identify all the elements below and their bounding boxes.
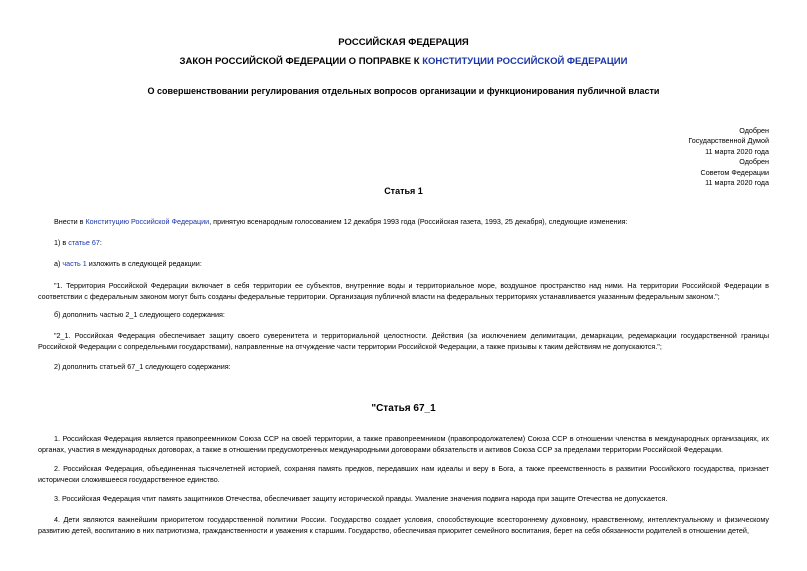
article-67-1-para-2: 2. Российская Федерация, объединенная тысячелетней историей, сохраняя память предков, передавших нам идеалы и веру в Бога, а также преемственность в развитии Российского государства, признает исторически сложившееся государственное единство. xyxy=(38,464,769,484)
article-67-1-para-4: 4. Дети являются важнейшим приоритетом государственной политики России. Государство создает условия, способствующие всестороннему духовному, нравственному, интеллектуальному и физическому развитию детей, воспитанию в них патриотизма, гражданственности и уважения к старшим. Государство, обеспечивая приоритет семейного воспитания, берет на себя обязанности родителей в отношении детей, xyxy=(38,515,769,535)
law-title-prefix: ЗАКОН РОССИЙСКОЙ ФЕДЕРАЦИИ О ПОПРАВКЕ К xyxy=(179,56,423,67)
constitution-link[interactable]: КОНСТИТУЦИИ РОССИЙСКОЙ ФЕДЕРАЦИИ xyxy=(422,56,628,67)
article-1-intro xyxy=(38,217,769,228)
article-67-1-heading: "Статья 67_1 xyxy=(371,403,436,414)
law-subject: О совершенствовании регулирования отдельных вопросов организации и функционирования публичной власти xyxy=(147,86,660,96)
item-a-text-end: изложить в следующей редакции: xyxy=(86,259,202,268)
approval-line: 11 марта 2020 года xyxy=(705,146,769,156)
item-b: б) дополнить частью 2_1 следующего содержания: xyxy=(54,310,225,319)
item-1-colon: : xyxy=(99,238,102,247)
approval-line: 11 марта 2020 года xyxy=(705,178,769,188)
item-a xyxy=(38,259,769,270)
approval-line: Одобрен xyxy=(739,126,769,135)
part-1-link[interactable]: часть 1 xyxy=(62,259,87,268)
intro-text-end: , принятую всенародным голосованием 12 декабря 1993 года (Российская газета, 1993, 25 декабря), следующие изменения: xyxy=(209,217,628,226)
item-2: 2) дополнить статьей 67_1 следующего содержания: xyxy=(54,362,231,371)
approval-line: Одобрен xyxy=(739,157,769,167)
country-heading: РОССИЙСКАЯ ФЕДЕРАЦИЯ xyxy=(338,37,469,48)
quote-part-1: "1. Территория Российской Федерации включает в себя территории ее субъектов, внутренние воды и территориальное море, воздушное пространство над ними. На территории Российской Федерации в соответствии с федеральным законом могут быть созданы федеральные территории. Организация публичной власти на федеральных территориях устанавливается указанным федеральным законом."; xyxy=(38,281,769,301)
article-67-1-para-1: 1. Российская Федерация является правопреемником Союза ССР на своей территории, а также правопреемником (правопродолжателем) Союза ССР в отношении членства в международных организациях, их органах, участия в международных договорах, а также в отношении предусмотренных международными договорами обязательств и активов Союза ССР за пределами территории Российской Федерации. xyxy=(38,434,769,454)
approval-line: Советом Федерации xyxy=(700,167,769,177)
quote-part-2-1: "2_1. Российская Федерация обеспечивает защиту своего суверенитета и территориальной целостности. Действия (за исключением делимитации, демаркации, редемаркации государственной границы Российской Федерации с сопредельными государствами), направленные на отчуждение части территории Российской Федерации, а также призывы к таким действиям не допускаются."; xyxy=(38,331,769,351)
item-1-text: 1) в xyxy=(54,238,69,247)
constitution-inline-link[interactable]: Конституцию Российской Федерации xyxy=(85,217,210,226)
law-title xyxy=(0,56,807,67)
approval-block xyxy=(688,126,769,188)
article-67-1-para-3: 3. Российская Федерация чтит память защитников Отечества, обеспечивает защиту исторической правды. Умаление значения подвига народа при защите Отечества не допускается. xyxy=(54,494,668,503)
article-1-heading: Статья 1 xyxy=(384,186,423,196)
article-67-link[interactable]: статье 67 xyxy=(68,238,100,247)
approval-line: Государственной Думой xyxy=(688,136,769,146)
item-a-text: а) xyxy=(54,259,63,268)
intro-text-start: Внести в xyxy=(54,217,86,226)
item-1 xyxy=(38,238,769,249)
